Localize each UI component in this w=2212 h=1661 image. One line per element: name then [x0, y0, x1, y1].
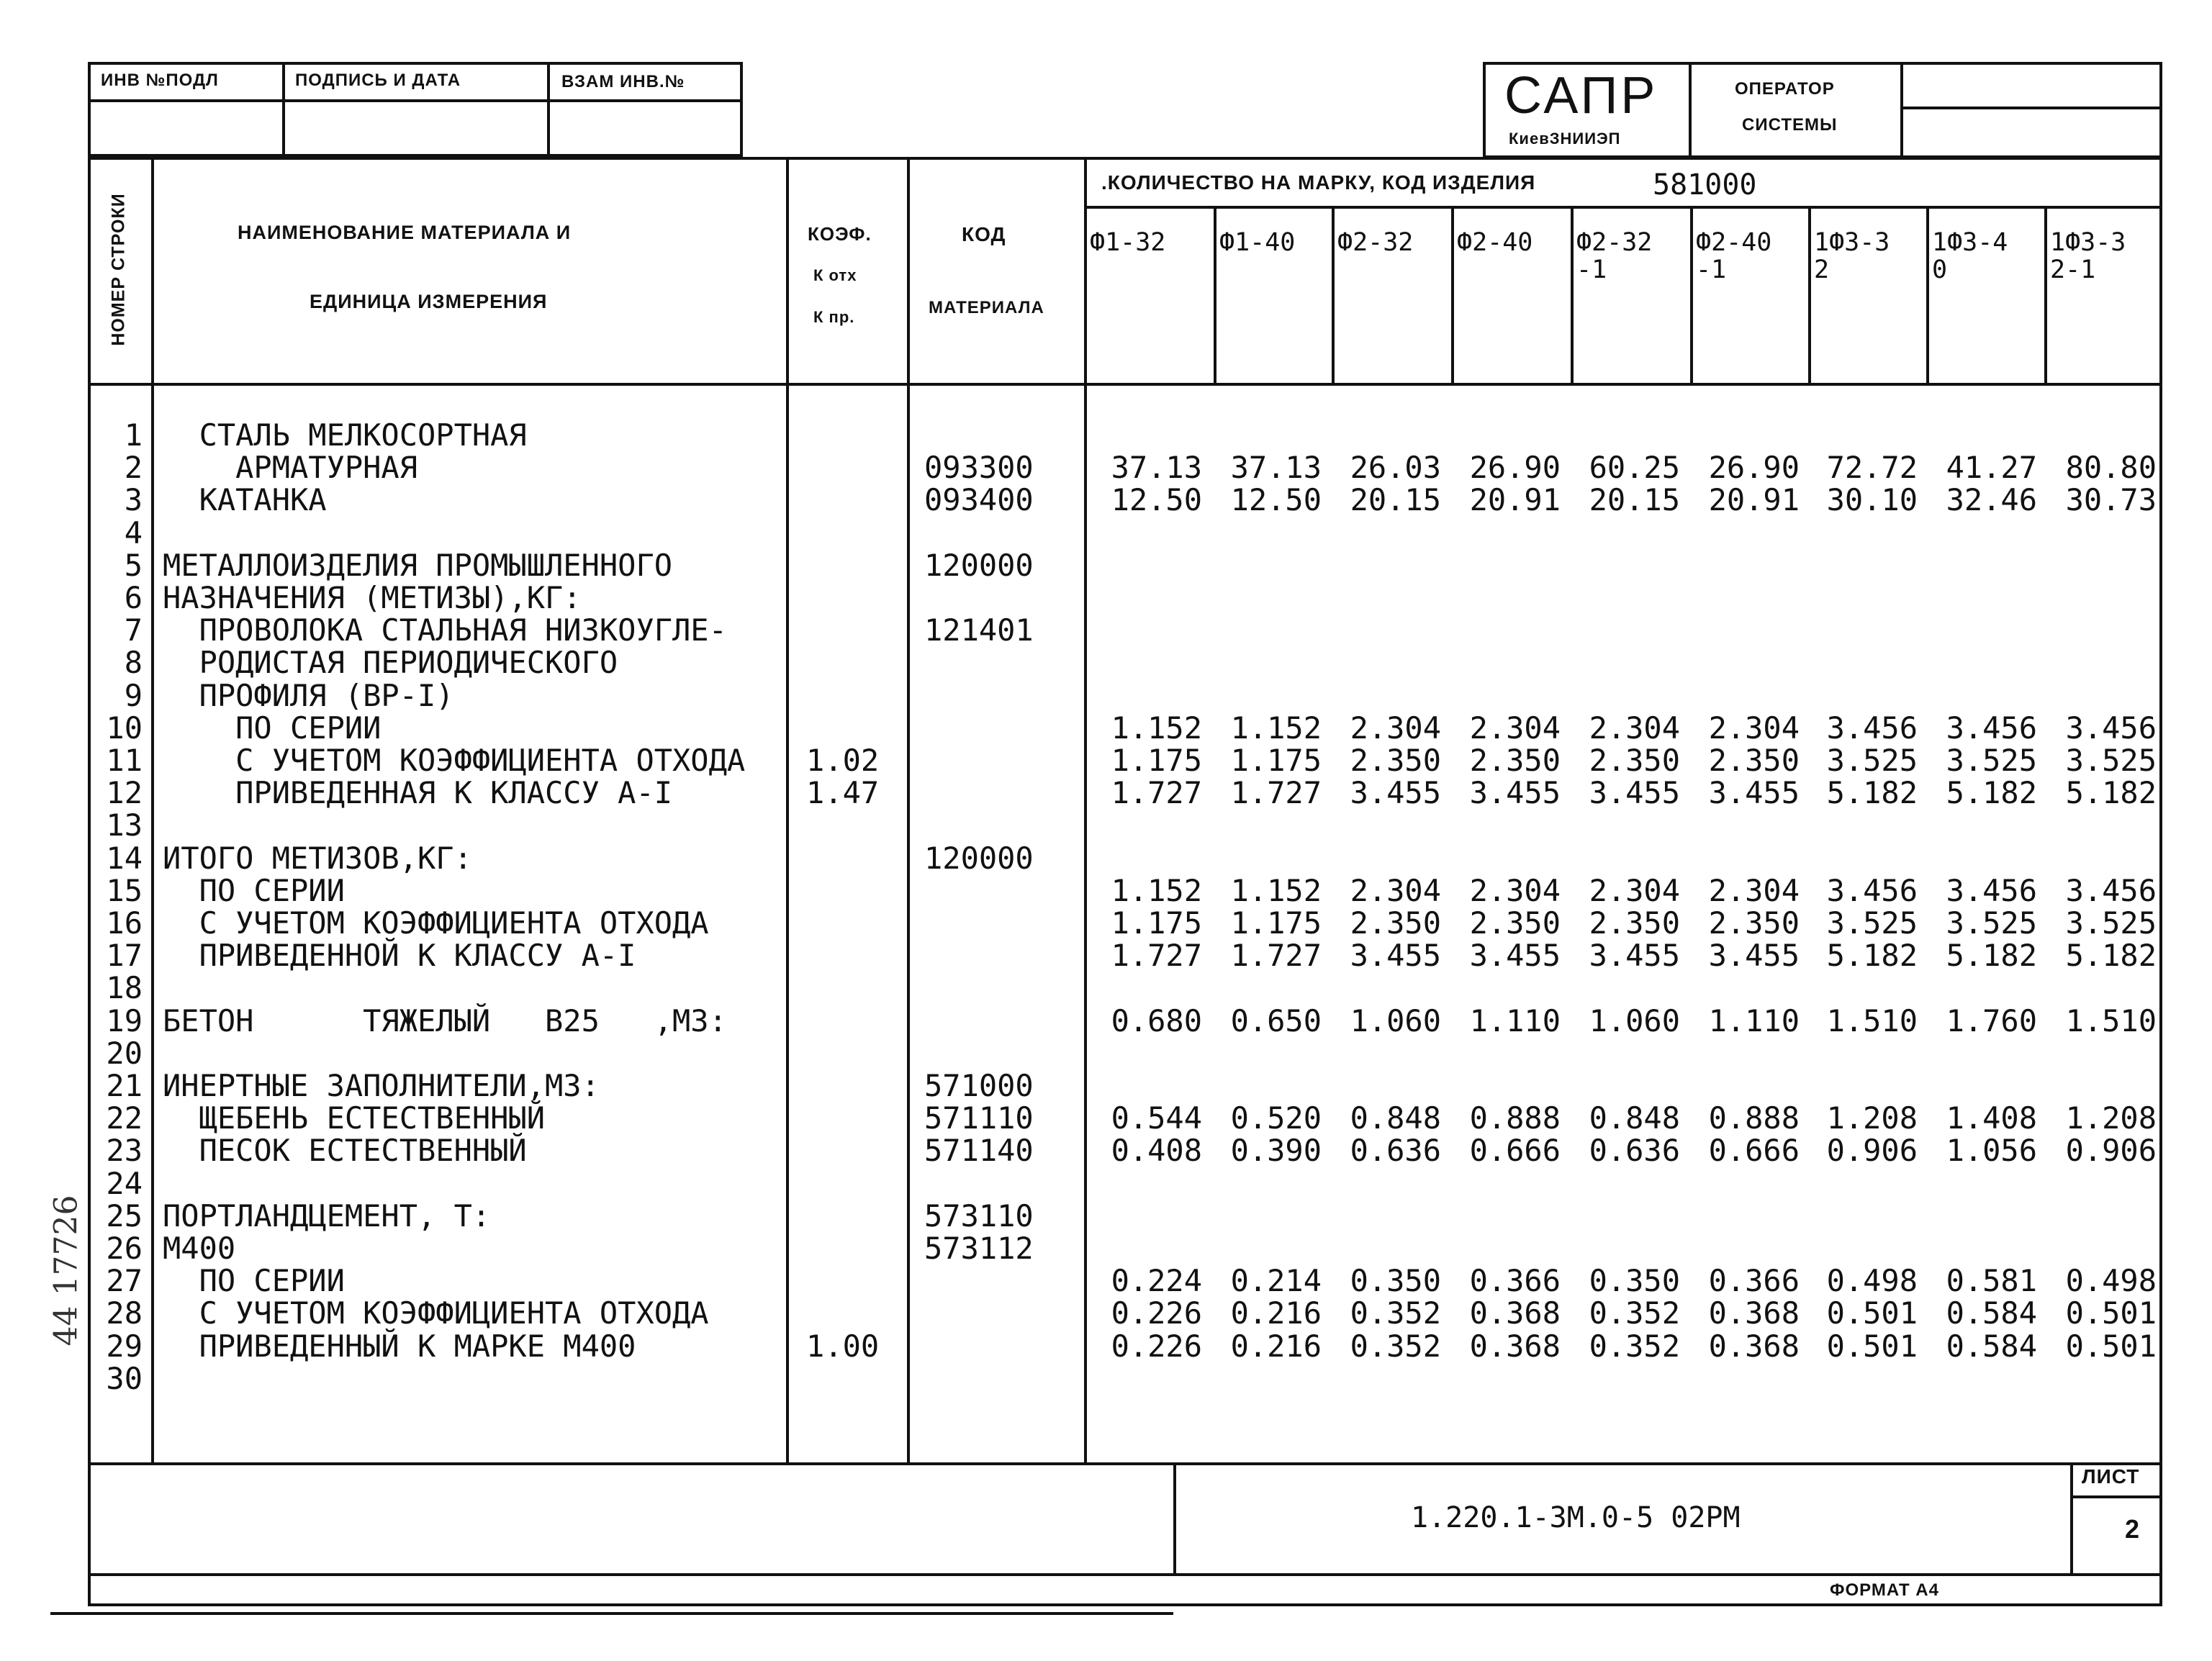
divider-code — [1084, 157, 1087, 1464]
sapr-operator-line1: ОПЕРАТОР — [1735, 79, 1835, 99]
doc-code: 1.220.1-3М.0-5 02РМ — [1411, 1501, 1741, 1534]
quantity-value: 2.304 — [1469, 872, 1561, 908]
column-header-6: Ф2-40 -1 — [1696, 228, 1772, 284]
column-header-8: 1Ф3-4 0 — [1932, 228, 2008, 284]
quantity-value: 1.060 — [1350, 1003, 1441, 1038]
footer-sheet-divider — [2070, 1495, 2162, 1498]
material-name: НАЗНАЧЕНИЯ (МЕТИЗЫ),КГ: — [163, 580, 582, 615]
quantity-value: 0.636 — [1350, 1133, 1441, 1169]
quantity-value: 0.368 — [1469, 1295, 1561, 1331]
quantity-value: 0.501 — [2065, 1328, 2157, 1364]
name-header-line2: ЕДИНИЦА ИЗМЕРЕНИЯ — [310, 291, 548, 312]
quantity-value: 3.456 — [2065, 710, 2157, 746]
quantity-value: 3.455 — [1708, 938, 1800, 974]
quantity-value: 72.72 — [1826, 450, 1918, 486]
row-number-header: НОМЕР СТРОКИ — [108, 193, 129, 346]
quantity-value: 2.304 — [1708, 710, 1800, 746]
row-number: 6 — [124, 580, 143, 615]
material-name: АРМАТУРНАЯ — [163, 450, 418, 486]
quantity-value: 5.182 — [1826, 775, 1918, 811]
quantity-value: 1.727 — [1230, 775, 1322, 811]
quantity-value: 0.226 — [1111, 1328, 1202, 1364]
material-code: 573112 — [924, 1231, 1034, 1266]
quantity-value: 5.182 — [1826, 938, 1918, 974]
coef-value: 1.47 — [806, 775, 880, 811]
quantity-value: 0.888 — [1469, 1100, 1561, 1136]
quantity-value: 0.498 — [2065, 1263, 2157, 1299]
material-name: С УЧЕТОМ КОЭФФИЦИЕНТА ОТХОДА — [163, 743, 746, 778]
row-number: 19 — [106, 1003, 143, 1038]
row-number: 5 — [124, 547, 143, 583]
quantity-value: 0.650 — [1230, 1003, 1322, 1038]
quantity-value: 5.182 — [1946, 775, 2037, 811]
quantity-value: 12.50 — [1230, 482, 1322, 518]
column-header-2: Ф1-40 — [1219, 228, 1296, 257]
quantity-value: 1.208 — [2065, 1100, 2157, 1136]
quantity-value: 20.15 — [1350, 482, 1441, 518]
material-name: ПЕСОК ЕСТЕСТВЕННЫЙ — [163, 1133, 527, 1169]
material-name: ПРИВЕДЕННОЙ К КЛАССУ А-I — [163, 938, 636, 974]
row-number: 16 — [106, 905, 143, 941]
coef-header-line1: КОЭФ. — [808, 223, 872, 245]
quantity-value: 0.584 — [1946, 1295, 2037, 1331]
quantity-value: 3.525 — [1826, 743, 1918, 778]
quantity-value: 1.152 — [1111, 872, 1202, 908]
divider-name — [786, 157, 789, 1464]
row-number: 25 — [106, 1198, 143, 1234]
quantity-value: 1.152 — [1230, 872, 1322, 908]
row-number: 3 — [124, 482, 143, 518]
row-number: 11 — [106, 743, 143, 778]
material-name: ПРИВЕДЕННАЯ К КЛАССУ А-I — [163, 775, 673, 811]
coef-header-line2: К отх — [813, 266, 857, 284]
quantity-value: 2.304 — [1589, 872, 1680, 908]
quantity-value: 1.727 — [1111, 938, 1202, 974]
row-number: 27 — [106, 1263, 143, 1299]
quantity-value: 0.350 — [1350, 1263, 1441, 1299]
quantity-value: 1.152 — [1111, 710, 1202, 746]
quantity-value: 0.226 — [1111, 1295, 1202, 1331]
quantity-value: 1.175 — [1111, 905, 1202, 941]
material-name: ЩЕБЕНЬ ЕСТЕСТВЕННЫЙ — [163, 1100, 546, 1136]
material-code: 571140 — [924, 1133, 1034, 1169]
quantity-value: 1.727 — [1230, 938, 1322, 974]
quantity-value: 0.408 — [1111, 1133, 1202, 1169]
material-name: ИТОГО МЕТИЗОВ,КГ: — [163, 840, 472, 876]
bottom-rule — [50, 1612, 1173, 1615]
quantity-value: 1.408 — [1946, 1100, 2037, 1136]
material-name: ПРОВОЛОКА СТАЛЬНАЯ НИЗКОУГЛЕ- — [163, 612, 727, 648]
quantity-value: 3.525 — [1946, 743, 2037, 778]
quantity-value: 0.368 — [1469, 1328, 1561, 1364]
quantity-value: 0.214 — [1230, 1263, 1322, 1299]
stamp-podpis-data-label: ПОДПИСЬ И ДАТА — [295, 71, 461, 90]
stamp-col-divider-2 — [547, 62, 550, 157]
header-bottom-line — [88, 383, 2162, 386]
quantity-value: 3.525 — [2065, 905, 2157, 941]
quantity-value: 2.350 — [1589, 905, 1680, 941]
quantity-value: 1.110 — [1708, 1003, 1800, 1038]
quantity-value: 1.060 — [1589, 1003, 1680, 1038]
quantity-value: 32.46 — [1946, 482, 2037, 518]
quantity-value: 26.90 — [1708, 450, 1800, 486]
row-number: 12 — [106, 775, 143, 811]
quantity-value: 1.175 — [1230, 743, 1322, 778]
code-header-line2: МАТЕРИАЛА — [929, 298, 1044, 317]
row-number: 26 — [106, 1231, 143, 1266]
quantity-value: 0.666 — [1469, 1133, 1561, 1169]
row-number: 8 — [124, 645, 143, 681]
material-code: 571110 — [924, 1100, 1034, 1136]
quantity-value: 26.03 — [1350, 450, 1441, 486]
quantity-value: 1.510 — [1826, 1003, 1918, 1038]
quantity-value: 2.304 — [1350, 872, 1441, 908]
quantity-value: 3.455 — [1350, 938, 1441, 974]
quantity-value: 0.666 — [1708, 1133, 1800, 1169]
row-number: 24 — [106, 1165, 143, 1201]
divider-coef — [907, 157, 910, 1464]
row-number: 1 — [124, 417, 143, 453]
quantity-value: 2.350 — [1708, 905, 1800, 941]
footer-top-line — [88, 1462, 2162, 1465]
quantity-value: 3.455 — [1469, 775, 1561, 811]
column-header-3: Ф2-32 — [1337, 228, 1414, 257]
qty-header-label: .КОЛИЧЕСТВО НА МАРКУ, КОД ИЗДЕЛИЯ — [1101, 171, 1536, 194]
row-number: 10 — [106, 710, 143, 746]
row-number: 21 — [106, 1068, 143, 1103]
quantity-value: 26.90 — [1469, 450, 1561, 486]
quantity-value: 0.501 — [1826, 1295, 1918, 1331]
quantity-value: 2.350 — [1469, 905, 1561, 941]
quantity-value: 1.760 — [1946, 1003, 2037, 1038]
coef-header-line3: К пр. — [813, 308, 855, 326]
quantity-value: 20.91 — [1469, 482, 1561, 518]
quantity-value: 3.456 — [1946, 872, 2037, 908]
material-name: С УЧЕТОМ КОЭФФИЦИЕНТА ОТХОДА — [163, 905, 709, 941]
row-number: 17 — [106, 938, 143, 974]
quantity-value: 2.350 — [1589, 743, 1680, 778]
quantity-value: 0.368 — [1708, 1328, 1800, 1364]
quantity-value: 2.304 — [1589, 710, 1680, 746]
quantity-value: 3.525 — [1946, 905, 2037, 941]
material-name: ПОРТЛАНДЦЕМЕНТ, Т: — [163, 1198, 491, 1234]
sheet-number: 2 — [2125, 1514, 2140, 1544]
quantity-value: 3.525 — [2065, 743, 2157, 778]
quantity-value: 0.390 — [1230, 1133, 1322, 1169]
divider-rownum — [151, 157, 154, 1464]
coef-value: 1.02 — [806, 743, 880, 778]
sapr-title: САПР — [1504, 67, 1658, 125]
stamp-divider — [88, 99, 743, 102]
quantity-value: 3.455 — [1589, 938, 1680, 974]
quantity-value: 2.350 — [1350, 905, 1441, 941]
quantity-value: 3.455 — [1589, 775, 1680, 811]
material-name: СТАЛЬ МЕЛКОСОРТНАЯ — [163, 417, 527, 453]
quantity-value: 0.368 — [1708, 1295, 1800, 1331]
quantity-value: 3.456 — [1826, 872, 1918, 908]
column-header-9: 1Ф3-3 2-1 — [2050, 228, 2126, 284]
row-number: 14 — [106, 840, 143, 876]
name-header-line1: НАИМЕНОВАНИЕ МАТЕРИАЛА И — [238, 222, 572, 243]
quantity-value: 0.584 — [1946, 1328, 2037, 1364]
quantity-value: 3.525 — [1826, 905, 1918, 941]
quantity-value: 0.352 — [1589, 1295, 1680, 1331]
quantity-value: 20.15 — [1589, 482, 1680, 518]
stamp-vzam-inv-label: ВЗАМ ИНВ.№ — [561, 72, 685, 91]
format-label: ФОРМАТ А4 — [1830, 1580, 1939, 1600]
quantity-value: 37.13 — [1230, 450, 1322, 486]
quantity-value: 5.182 — [2065, 938, 2157, 974]
row-number: 30 — [106, 1360, 143, 1396]
quantity-value: 0.366 — [1708, 1263, 1800, 1299]
row-number: 23 — [106, 1133, 143, 1169]
quantity-value: 2.350 — [1350, 743, 1441, 778]
quantity-value: 0.680 — [1111, 1003, 1202, 1038]
row-number: 18 — [106, 970, 143, 1006]
quantity-value: 30.73 — [2065, 482, 2157, 518]
quantity-value: 2.304 — [1469, 710, 1561, 746]
coef-value: 1.00 — [806, 1328, 880, 1364]
quantity-value: 1.056 — [1946, 1133, 2037, 1169]
quantity-value: 0.366 — [1469, 1263, 1561, 1299]
quantity-value: 1.510 — [2065, 1003, 2157, 1038]
quantity-value: 1.110 — [1469, 1003, 1561, 1038]
material-name: ПРИВЕДЕННЫЙ К МАРКЕ М400 — [163, 1328, 636, 1364]
quantity-value: 41.27 — [1946, 450, 2037, 486]
quantity-value: 0.350 — [1589, 1263, 1680, 1299]
quantity-value: 37.13 — [1111, 450, 1202, 486]
footer-divider-1 — [1173, 1462, 1176, 1576]
quantity-value: 0.848 — [1589, 1100, 1680, 1136]
quantity-value: 1.175 — [1230, 905, 1322, 941]
quantity-value: 3.455 — [1469, 938, 1561, 974]
material-code: 120000 — [924, 840, 1034, 876]
material-code: 571000 — [924, 1068, 1034, 1103]
quantity-value: 0.352 — [1350, 1328, 1441, 1364]
quantity-value: 3.456 — [1826, 710, 1918, 746]
row-number: 4 — [124, 515, 143, 551]
row-number: 15 — [106, 872, 143, 908]
column-header-5: Ф2-32 -1 — [1576, 228, 1653, 284]
quantity-value: 0.501 — [2065, 1295, 2157, 1331]
quantity-value: 3.455 — [1350, 775, 1441, 811]
row-number: 9 — [124, 677, 143, 713]
quantity-value: 60.25 — [1589, 450, 1680, 486]
quantity-value: 3.456 — [2065, 872, 2157, 908]
quantity-value: 0.906 — [1826, 1133, 1918, 1169]
quantity-value: 0.906 — [2065, 1133, 2157, 1169]
quantity-value: 1.175 — [1111, 743, 1202, 778]
quantity-value: 2.350 — [1708, 743, 1800, 778]
quantity-value: 2.304 — [1350, 710, 1441, 746]
quantity-value: 0.352 — [1589, 1328, 1680, 1364]
quantity-value: 2.350 — [1469, 743, 1561, 778]
footer-divider-2 — [2070, 1462, 2073, 1576]
qty-col-divider-1 — [1214, 206, 1216, 384]
column-header-4: Ф2-40 — [1457, 228, 1533, 257]
side-handwritten-number: 44 17726 — [48, 1195, 85, 1347]
quantity-value: 3.455 — [1708, 775, 1800, 811]
quantity-value: 1.208 — [1826, 1100, 1918, 1136]
material-code: 573110 — [924, 1198, 1034, 1234]
quantity-value: 1.727 — [1111, 775, 1202, 811]
quantity-value: 0.216 — [1230, 1328, 1322, 1364]
sapr-divider-2 — [1900, 62, 1903, 158]
code-header-line1: КОД — [962, 223, 1006, 245]
quantity-value: 0.352 — [1350, 1295, 1441, 1331]
material-name: ПО СЕРИИ — [163, 1263, 345, 1299]
quantity-value: 0.888 — [1708, 1100, 1800, 1136]
material-name: ПО СЕРИИ — [163, 872, 345, 908]
quantity-value: 0.544 — [1111, 1100, 1202, 1136]
row-number: 7 — [124, 612, 143, 648]
material-code: 120000 — [924, 547, 1034, 583]
quantity-value: 0.216 — [1230, 1295, 1322, 1331]
product-code: 581000 — [1653, 168, 1757, 202]
quantity-value: 5.182 — [2065, 775, 2157, 811]
row-number: 22 — [106, 1100, 143, 1136]
quantity-value: 2.304 — [1708, 872, 1800, 908]
material-code: 121401 — [924, 612, 1034, 648]
quantity-value: 0.848 — [1350, 1100, 1441, 1136]
material-name: М400 — [163, 1231, 236, 1266]
quantity-value: 0.498 — [1826, 1263, 1918, 1299]
qty-header-divider — [1084, 206, 2162, 209]
material-code: 093300 — [924, 450, 1034, 486]
material-name: С УЧЕТОМ КОЭФФИЦИЕНТА ОТХОДА — [163, 1295, 709, 1331]
row-number: 20 — [106, 1035, 143, 1071]
quantity-value: 20.91 — [1708, 482, 1800, 518]
sheet-label: ЛИСТ — [2082, 1465, 2140, 1488]
quantity-value: 0.581 — [1946, 1263, 2037, 1299]
quantity-value: 0.501 — [1826, 1328, 1918, 1364]
sapr-org: КиевЗНИИЭП — [1509, 130, 1621, 148]
stamp-inv-podl-label: ИНВ №ПОДЛ — [101, 71, 219, 90]
row-number: 29 — [106, 1328, 143, 1364]
column-header-7: 1Ф3-3 2 — [1814, 228, 1890, 284]
quantity-value: 12.50 — [1111, 482, 1202, 518]
sapr-divider-1 — [1689, 62, 1692, 158]
quantity-value: 30.10 — [1826, 482, 1918, 518]
stamp-col-divider-1 — [282, 62, 285, 157]
material-name: КАТАНКА — [163, 482, 327, 518]
quantity-value: 0.224 — [1111, 1263, 1202, 1299]
quantity-value: 1.152 — [1230, 710, 1322, 746]
quantity-value: 0.520 — [1230, 1100, 1322, 1136]
row-number: 28 — [106, 1295, 143, 1331]
quantity-value: 5.182 — [1946, 938, 2037, 974]
material-name: ПО СЕРИИ — [163, 710, 382, 746]
row-number: 13 — [106, 807, 143, 843]
quantity-value: 0.636 — [1589, 1133, 1680, 1169]
material-name: РОДИСТАЯ ПЕРИОДИЧЕСКОГО — [163, 645, 618, 681]
row-number: 2 — [124, 450, 143, 486]
material-name: МЕТАЛЛОИЗДЕЛИЯ ПРОМЫШЛЕННОГО — [163, 547, 673, 583]
sapr-operator-line2: СИСТЕМЫ — [1742, 115, 1838, 135]
material-name: ИНЕРТНЫЕ ЗАПОЛНИТЕЛИ,М3: — [163, 1068, 600, 1103]
material-name: ПРОФИЛЯ (ВР-I) — [163, 677, 454, 713]
material-code: 093400 — [924, 482, 1034, 518]
quantity-value: 3.456 — [1946, 710, 2037, 746]
column-header-1: Ф1-32 — [1090, 228, 1166, 257]
sapr-divider-h — [1900, 107, 2162, 109]
material-name: БЕТОН ТЯЖЕЛЫЙ В25 ,М3: — [163, 1003, 727, 1038]
quantity-value: 80.80 — [2065, 450, 2157, 486]
